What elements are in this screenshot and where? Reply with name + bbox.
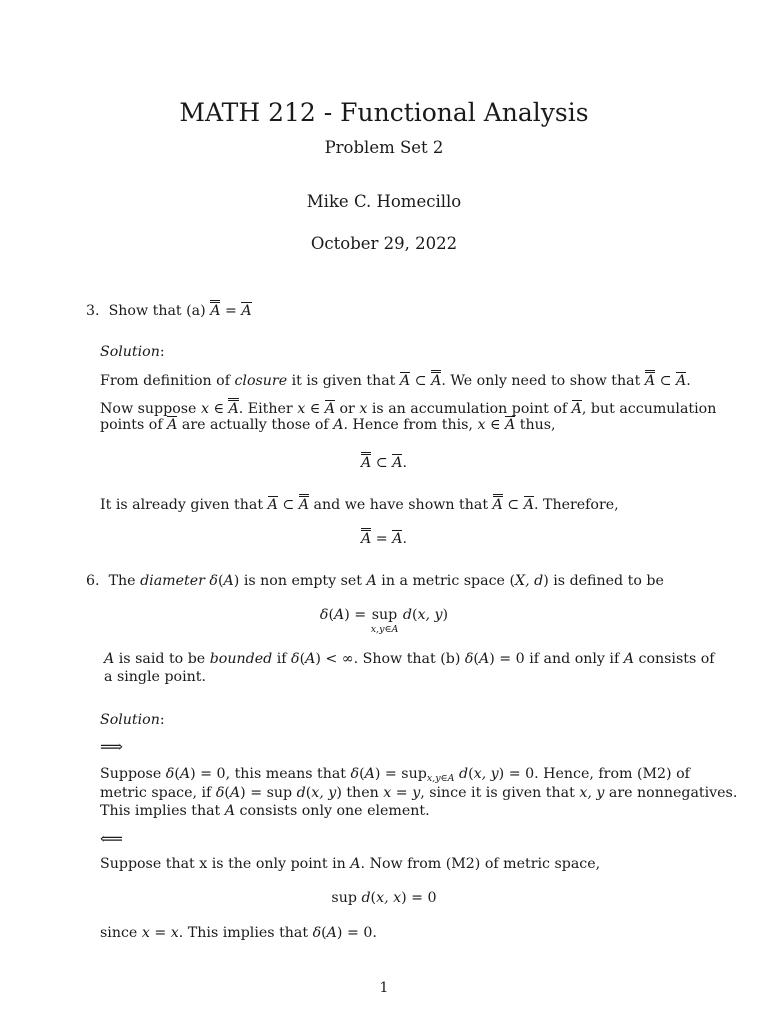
diameter-definition-formula: δ(A) = sup x,y∈A d(x, y) bbox=[319, 607, 449, 635]
solution-label-6: Solution: bbox=[100, 712, 165, 728]
forward-proof-line-2: metric space, if δ(A) = sup d(x, y) then x = y, since it is given that x, y are nonnegatives. bbox=[100, 785, 738, 801]
problem-3-paragraph-2: Now suppose x ∈ A. Either x ∈ A or x is an accumulation point of A, but accumulation bbox=[100, 398, 716, 419]
forward-implication-arrow: ⟹ bbox=[100, 737, 123, 756]
problem-3-statement: 3. Show that (a) A = A bbox=[86, 300, 252, 321]
problem-3-paragraph-3: points of A are actually those of A. Hence from this, x ∈ A thus, bbox=[100, 417, 556, 433]
author-name: Mike C. Homecillo bbox=[306, 192, 462, 211]
supremum-formula: sup d(x, x) = 0 bbox=[331, 890, 437, 906]
document-title: MATH 212 - Functional Analysis bbox=[179, 98, 589, 127]
document-subtitle: Problem Set 2 bbox=[324, 138, 444, 157]
backward-proof-line-2: since x = x. This implies that δ(A) = 0. bbox=[100, 925, 377, 941]
backward-implication-arrow: ⟸ bbox=[100, 829, 123, 848]
problem-3-display-2: A = A. bbox=[0, 528, 768, 549]
problem-3-paragraph-4: It is already given that A ⊂ A and we have shown that A ⊂ A. Therefore, bbox=[100, 494, 619, 515]
backward-proof-line-1: Suppose that x is the only point in A. Now from (M2) of metric space, bbox=[100, 856, 601, 872]
page-number: 1 bbox=[379, 980, 389, 996]
problem-3-display-1: A ⊂ A. bbox=[0, 452, 768, 473]
problem-3-paragraph-1: From definition of closure it is given that A ⊂ A. We only need to show that A ⊂ A. bbox=[100, 370, 691, 391]
forward-proof-line-3: This implies that A consists only one element. bbox=[100, 803, 430, 819]
problem-6-paragraph-2: a single point. bbox=[104, 669, 206, 685]
forward-proof-line-1: Suppose δ(A) = 0, this means that δ(A) = sup$_{x,y\in A}$ d(x, y) = 0. Hence, from (M2) of bbox=[100, 766, 690, 784]
document-date: October 29, 2022 bbox=[310, 234, 458, 253]
solution-label-3: Solution: bbox=[100, 344, 165, 360]
problem-6-paragraph-1: A is said to be bounded if δ(A) < ∞. Show that (b) δ(A) = 0 if and only if A consists of bbox=[104, 651, 715, 667]
problem-6-statement: 6. The diameter δ(A) is non empty set A in a metric space (X, d) is defined to be bbox=[86, 573, 664, 589]
